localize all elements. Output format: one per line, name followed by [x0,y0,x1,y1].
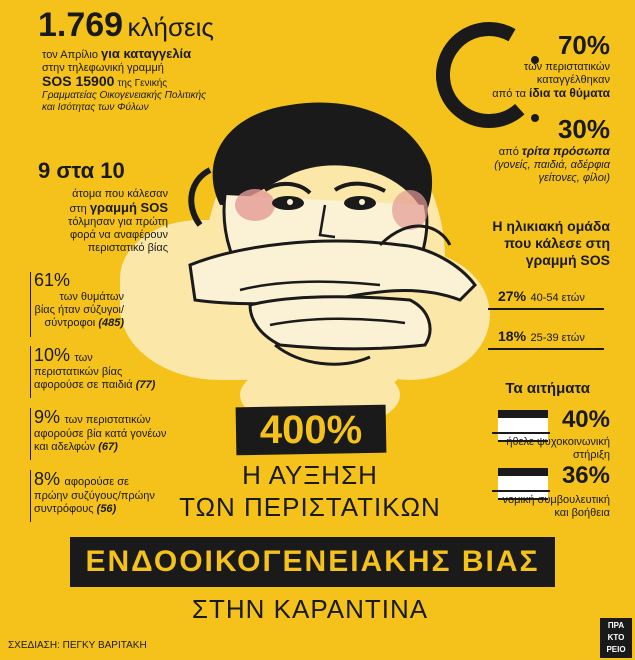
nine-of-ten-bold: γραμμή SOS [89,200,168,215]
calls-text: και Ισότητας των Φύλων [42,102,149,113]
nine-of-ten-text: άτομα που κάλεσαν [72,188,168,200]
requests-title: Τα αιτήματα [505,380,590,397]
calls-text-bold: για καταγγελία [101,46,192,61]
increase-line1: Η ΑΥΞΗΣΗ [242,460,378,490]
request-text-line: στήριξη [573,449,610,461]
donut-b-block [458,114,610,185]
stat-item [34,270,154,330]
age-rule [488,348,604,350]
stat-percent: 9% [34,407,61,427]
request-text-line: ήθελε ψυχοκοινωνική [506,436,610,448]
nine-of-ten-title: 9 στα 10 [38,158,125,183]
stat-text: και αδελφών [34,441,96,453]
covered-mouth-face-illustration [180,95,480,385]
age-title-line: Η ηλικιακή ομάδα [492,218,610,234]
donut-a-text: καταγγέλθηκαν [536,74,610,86]
logo-line: ΚΤΟ [607,633,625,642]
stat-text: των θυμάτων [59,291,124,303]
donut-a-bold: ίδια τα θύματα [529,86,610,100]
request-rule [492,490,550,492]
donut-b-text: γείτονες, φίλοι) [538,172,610,184]
age-percent: 27% [498,288,527,304]
stat-text: αφορούσε σε [64,476,129,488]
age-row [498,328,628,346]
stat-percent: 61% [34,270,71,290]
age-title-line: που κάλεσε στη [504,235,610,251]
request-text [470,494,610,520]
age-label: 25-39 ετών [530,332,585,344]
stat-count: (56) [96,503,117,515]
sos-number: SOS 15900 [42,73,115,89]
calls-text: στην τηλεφωνική γραμμή [42,62,164,74]
stat-percent: 8% [34,469,61,489]
request-row [520,462,610,490]
logo-line: ΠΡΑ [607,621,625,630]
calls-text: της Γενικής [117,78,168,89]
stat-text: των περιστατικών [64,414,151,426]
donut-a-percent: 70% [557,30,610,60]
calls-number: 1.769 [38,6,124,44]
nine-of-ten-block [38,158,208,255]
stat-text: συντρόφους [34,503,94,515]
stat-bracket [30,272,31,337]
stat-text: σύντροφοι [44,317,96,329]
stat-text: αφορούσε βία κατά γονέων [34,428,167,440]
donut-a-text: από τα [492,88,526,100]
donut-b-text: (γονείς, παιδιά, αδέρφια [494,159,610,171]
credit: ΣΧΕΔΙΑΣΗ: ΠΕΓΚΥ ΒΑΡΙΤΑΚΗ [8,640,147,651]
stat-text: των [74,352,93,364]
request-text-line: νομική συμβουλευτική [502,494,610,506]
logo-line: ΡΕΙΟ [606,645,626,654]
donut-a-block [470,30,610,101]
stat-text: πρώην συζύγους/πρώην [34,490,155,502]
stat-text: βίας ήταν σύζυγοι/ [34,304,124,316]
stat-count: (67) [98,441,118,453]
request-text [470,436,610,462]
age-row [498,288,628,306]
age-title-line: γραμμή SOS [525,252,610,268]
stat-bracket [30,470,31,522]
stat-item [34,407,194,454]
age-label: 40-54 ετών [530,292,585,304]
publisher-logo [600,618,632,658]
request-row [520,406,610,434]
nine-of-ten-text: στη [69,203,87,215]
donut-b-percent: 30% [557,114,610,144]
stat-percent: 10% [34,345,71,365]
donut-b-text: από [498,146,519,158]
stat-item [34,345,184,392]
stat-count: (485) [98,317,124,329]
stat-bracket [30,408,31,460]
request-percent: 40% [561,406,610,433]
nine-of-ten-text: φορά να αναφέρουν [70,229,168,241]
nine-of-ten-text: περιστατικό βίας [87,242,168,254]
increase-line2: ΤΩΝ ΠΕΡΙΣΤΑΤΙΚΩΝ [179,492,441,522]
increase-line3: ΣΤΗΝ ΚΑΡΑΝΤΙΝΑ [191,594,429,624]
age-rule [488,308,604,310]
age-percent: 18% [498,328,527,344]
calls-text: Γραμματείας Οικογενειακής Πολιτικής [42,90,206,101]
calls-stat-block [38,6,268,114]
request-text-line: και βοήθεια [554,507,610,519]
stat-bracket [30,346,31,398]
stat-count: (77) [135,379,156,391]
calls-text: τον Απρίλιο [42,49,98,61]
donut-a-text: των περιστατικών [523,61,610,73]
donut-b-bold: τρίτα πρόσωπα [521,144,610,158]
banner-text: ΕΝΔΟΟΙΚΟΓΕΝΕΙΑΚΗΣ ΒΙΑΣ [85,545,540,578]
calls-unit: κλήσεις [127,12,214,42]
age-title [440,218,610,269]
stat-text: αφορούσε σε παιδιά [34,379,133,391]
increase-percent: 400% [259,408,363,452]
nine-of-ten-text: τόλμησαν για πρώτη [67,216,168,228]
request-percent: 36% [561,462,610,489]
stat-text: περιστατικών βίας [34,366,123,378]
